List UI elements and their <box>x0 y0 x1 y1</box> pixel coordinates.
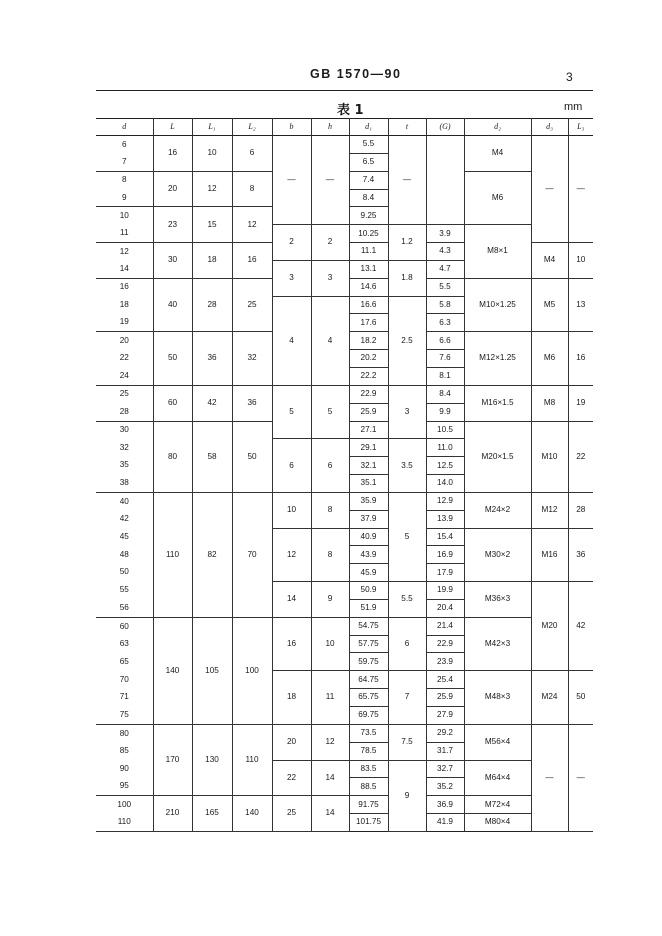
cell-d1: 16.6 <box>349 296 388 314</box>
cell-d3: — <box>531 136 568 243</box>
cell-d1: 37.9 <box>349 510 388 528</box>
cell-g: 25.4 <box>426 671 464 689</box>
cell-d1: 32.1 <box>349 457 388 475</box>
cell-g: 21.4 <box>426 617 464 635</box>
cell-l2: 12 <box>232 207 272 243</box>
column-header: t <box>388 119 426 136</box>
cell-l1: 12 <box>192 171 232 207</box>
cell-d-value: 90 <box>119 763 129 773</box>
cell-g: 12.9 <box>426 492 464 510</box>
cell-t: 9 <box>388 760 426 831</box>
cell-l3: 42 <box>568 582 593 671</box>
cell-l3: 16 <box>568 332 593 386</box>
cell-t: — <box>388 136 426 225</box>
cell-d-value: 19 <box>119 317 129 327</box>
cell-d1: 25.9 <box>349 403 388 421</box>
cell-g: 36.9 <box>426 796 464 814</box>
cell-d1: 101.75 <box>349 814 388 832</box>
cell-g: 22.9 <box>426 635 464 653</box>
cell-l2: 32 <box>232 332 272 386</box>
cell-l1: 28 <box>192 278 232 332</box>
cell-l1: 15 <box>192 207 232 243</box>
cell-l2: 36 <box>232 385 272 421</box>
cell-d-value: 95 <box>119 781 129 791</box>
cell-d-value: 42 <box>119 514 129 524</box>
cell-d1: 13.1 <box>349 260 388 278</box>
cell-l2: 50 <box>232 421 272 492</box>
cell-l1: 130 <box>192 724 232 795</box>
cell-g: 6.6 <box>426 332 464 350</box>
cell-l2: 6 <box>232 136 272 172</box>
cell-g: 3.9 <box>426 225 464 243</box>
cell-d3: M4 <box>531 243 568 279</box>
cell-d1: 35.9 <box>349 492 388 510</box>
cell-l2: 16 <box>232 243 272 279</box>
cell-d3: M10 <box>531 421 568 492</box>
cell-d-value: 11 <box>120 228 129 238</box>
cell-d-value: 14 <box>119 263 129 273</box>
column-header: b <box>272 119 311 136</box>
column-header: L₂ <box>232 119 272 136</box>
cell-g: 5.8 <box>426 296 464 314</box>
cell-h: 8 <box>311 528 349 582</box>
cell-d2: M12×1.25 <box>464 332 531 386</box>
cell-d-value: 32 <box>119 442 129 452</box>
cell-g: 4.7 <box>426 260 464 278</box>
cell-t: 2.5 <box>388 296 426 385</box>
cell-d1: 43.9 <box>349 546 388 564</box>
cell-d2: M80×4 <box>464 814 531 832</box>
cell-b: 3 <box>272 260 311 296</box>
cell-d2: M30×2 <box>464 528 531 582</box>
table-row <box>96 385 593 403</box>
cell-g: 13.9 <box>426 510 464 528</box>
cell-g: 19.9 <box>426 582 464 600</box>
cell-d2: M42×3 <box>464 617 531 671</box>
cell-d1: 22.2 <box>349 367 388 385</box>
cell-h: 14 <box>311 796 349 832</box>
cell-g: 4.3 <box>426 243 464 261</box>
cell-d1: 20.2 <box>349 350 388 368</box>
cell-d <box>96 724 153 795</box>
column-header: L₃ <box>568 119 593 136</box>
cell-d-value: 45 <box>119 531 129 541</box>
cell-d3: M24 <box>531 671 568 725</box>
cell-d-value: 9 <box>121 192 127 202</box>
cell-d-value: 85 <box>119 746 129 756</box>
cell-d <box>96 796 153 832</box>
cell-d2: M48×3 <box>464 671 531 725</box>
table-row <box>96 724 593 742</box>
cell-b: 18 <box>272 671 311 725</box>
cell-l1: 10 <box>192 136 232 172</box>
cell-l2: 110 <box>232 724 272 795</box>
cell-l3: 50 <box>568 671 593 725</box>
cell-b: 6 <box>272 439 311 493</box>
cell-h: 6 <box>311 439 349 493</box>
cell-l1: 105 <box>192 617 232 724</box>
cell-d <box>96 136 153 172</box>
cell-d2: M36×3 <box>464 582 531 618</box>
cell-d1: 35.1 <box>349 475 388 493</box>
cell-d-value: 100 <box>117 799 132 809</box>
cell-g: 29.2 <box>426 724 464 742</box>
cell-l: 30 <box>153 243 192 279</box>
cell-b: 12 <box>272 528 311 582</box>
cell-d1: 9.25 <box>349 207 388 225</box>
cell-d1: 83.5 <box>349 760 388 778</box>
cell-d1: 78.5 <box>349 742 388 760</box>
cell-d3: M8 <box>531 385 568 421</box>
cell-d-value: 28 <box>119 406 129 416</box>
cell-l1: 42 <box>192 385 232 421</box>
cell-d1: 6.5 <box>349 153 388 171</box>
cell-l: 23 <box>153 207 192 243</box>
column-header: h <box>311 119 349 136</box>
cell-g: 27.9 <box>426 707 464 725</box>
cell-d <box>96 421 153 492</box>
cell-g: 35.2 <box>426 778 464 796</box>
cell-h: 4 <box>311 296 349 385</box>
cell-d-value: 35 <box>119 460 129 470</box>
table-title: 表 1 <box>337 103 364 118</box>
table-row <box>96 617 593 635</box>
cell-l1: 58 <box>192 421 232 492</box>
cell-d1: 54.75 <box>349 617 388 635</box>
cell-l: 60 <box>153 385 192 421</box>
cell-d1: 8.4 <box>349 189 388 207</box>
cell-l: 16 <box>153 136 192 172</box>
cell-g: 15.4 <box>426 528 464 546</box>
cell-g: 41.9 <box>426 814 464 832</box>
cell-l2: 140 <box>232 796 272 832</box>
cell-d1: 64.75 <box>349 671 388 689</box>
cell-d-value: 63 <box>119 639 129 649</box>
cell-l1: 82 <box>192 492 232 617</box>
cell-d-value: 40 <box>119 496 129 506</box>
cell-d3: M16 <box>531 528 568 582</box>
cell-l2: 8 <box>232 171 272 207</box>
cell-d1: 59.75 <box>349 653 388 671</box>
column-header: L₁ <box>192 119 232 136</box>
cell-d <box>96 385 153 421</box>
cell-b: 4 <box>272 296 311 385</box>
cell-g: 23.9 <box>426 653 464 671</box>
cell-l3: 22 <box>568 421 593 492</box>
cell-d1: 73.5 <box>349 724 388 742</box>
cell-d-value: 71 <box>119 692 129 702</box>
cell-l3: 19 <box>568 385 593 421</box>
cell-d <box>96 171 153 207</box>
cell-d2: M56×4 <box>464 724 531 760</box>
cell-d1: 50.9 <box>349 582 388 600</box>
cell-d <box>96 492 153 617</box>
cell-d1: 88.5 <box>349 778 388 796</box>
cell-l: 170 <box>153 724 192 795</box>
cell-d-value: 50 <box>119 567 129 577</box>
cell-b: 16 <box>272 617 311 671</box>
cell-l: 210 <box>153 796 192 832</box>
cell-d1: 69.75 <box>349 707 388 725</box>
cell-d1: 27.1 <box>349 421 388 439</box>
cell-g: 6.3 <box>426 314 464 332</box>
cell-b: 22 <box>272 760 311 796</box>
cell-h: 5 <box>311 385 349 439</box>
cell-d-value: 110 <box>117 817 131 827</box>
column-header: d₁ <box>349 119 388 136</box>
cell-g: 20.4 <box>426 599 464 617</box>
cell-l2: 70 <box>232 492 272 617</box>
cell-d2: M10×1.25 <box>464 278 531 332</box>
cell-d3: — <box>531 724 568 831</box>
cell-d3: M6 <box>531 332 568 386</box>
cell-d2: M24×2 <box>464 492 531 528</box>
cell-d1: 10.25 <box>349 225 388 243</box>
cell-d-value: 70 <box>119 674 129 684</box>
cell-d-value: 30 <box>119 425 129 435</box>
cell-l3: — <box>568 136 593 243</box>
cell-d-value: 20 <box>119 335 129 345</box>
cell-g: 12.5 <box>426 457 464 475</box>
cell-l: 80 <box>153 421 192 492</box>
cell-d3: M5 <box>531 278 568 332</box>
cell-d1: 57.75 <box>349 635 388 653</box>
cell-l3: — <box>568 724 593 831</box>
cell-h: 14 <box>311 760 349 796</box>
standard-number: GB 1570—90 <box>310 67 402 81</box>
cell-t: 5.5 <box>388 582 426 618</box>
page-number: 3 <box>566 70 573 84</box>
cell-d1: 65.75 <box>349 689 388 707</box>
cell-g: 11.0 <box>426 439 464 457</box>
top-rule <box>96 90 593 91</box>
cell-d-value: 18 <box>119 299 129 309</box>
cell-d1: 18.2 <box>349 332 388 350</box>
cell-l3: 28 <box>568 492 593 528</box>
cell-l1: 36 <box>192 332 232 386</box>
cell-d-value: 65 <box>119 656 129 666</box>
cell-b: 25 <box>272 796 311 832</box>
cell-g: 25.9 <box>426 689 464 707</box>
cell-d1: 22.9 <box>349 385 388 403</box>
cell-d-value: 8 <box>121 175 127 185</box>
cell-g: 5.5 <box>426 278 464 296</box>
cell-b: 20 <box>272 724 311 760</box>
cell-l2: 100 <box>232 617 272 724</box>
cell-h: 10 <box>311 617 349 671</box>
cell-l1: 165 <box>192 796 232 832</box>
cell-l: 40 <box>153 278 192 332</box>
cell-b: 5 <box>272 385 311 439</box>
cell-g: 7.6 <box>426 350 464 368</box>
cell-t: 1.2 <box>388 225 426 261</box>
column-header: d₂ <box>464 119 531 136</box>
cell-h: 9 <box>311 582 349 618</box>
cell-d1: 17.6 <box>349 314 388 332</box>
cell-h: 2 <box>311 225 349 261</box>
cell-d-value: 25 <box>119 389 129 399</box>
cell-h: — <box>311 136 349 225</box>
cell-l: 110 <box>153 492 192 617</box>
cell-l: 140 <box>153 617 192 724</box>
cell-l3: 36 <box>568 528 593 582</box>
column-header: d₃ <box>531 119 568 136</box>
cell-l3: 13 <box>568 278 593 332</box>
cell-g: 17.9 <box>426 564 464 582</box>
cell-l: 50 <box>153 332 192 386</box>
cell-d-value: 60 <box>119 621 129 631</box>
cell-d <box>96 332 153 386</box>
cell-d1: 45.9 <box>349 564 388 582</box>
cell-d-value: 10 <box>119 210 129 220</box>
cell-b: 10 <box>272 492 311 528</box>
cell-d2: M72×4 <box>464 796 531 814</box>
cell-t: 3.5 <box>388 439 426 493</box>
cell-g: 10.5 <box>426 421 464 439</box>
cell-b: — <box>272 136 311 225</box>
dimension-table <box>96 118 593 832</box>
cell-d1: 29.1 <box>349 439 388 457</box>
cell-d2: M20×1.5 <box>464 421 531 492</box>
cell-d1: 7.4 <box>349 171 388 189</box>
cell-g: 31.7 <box>426 742 464 760</box>
column-header: d <box>96 119 153 136</box>
column-header: L <box>153 119 192 136</box>
table-unit: mm <box>564 101 583 113</box>
cell-d <box>96 243 153 279</box>
cell-d-value: 6 <box>121 139 127 149</box>
cell-d2: M64×4 <box>464 760 531 796</box>
cell-t: 1.8 <box>388 260 426 296</box>
cell-d1: 91.75 <box>349 796 388 814</box>
cell-d-value: 56 <box>119 602 129 612</box>
cell-d1: 51.9 <box>349 599 388 617</box>
cell-d-value: 22 <box>119 353 129 363</box>
column-header: (G) <box>426 119 464 136</box>
cell-d-value: 80 <box>119 728 129 738</box>
cell-d-value: 55 <box>119 585 129 595</box>
cell-g <box>426 136 464 225</box>
cell-t: 5 <box>388 492 426 581</box>
cell-d3: M20 <box>531 582 568 671</box>
cell-l1: 18 <box>192 243 232 279</box>
cell-g: 16.9 <box>426 546 464 564</box>
cell-d <box>96 207 153 243</box>
table-row <box>96 136 593 154</box>
cell-t: 6 <box>388 617 426 671</box>
cell-g: 14.0 <box>426 475 464 493</box>
cell-d1: 40.9 <box>349 528 388 546</box>
cell-d2: M8×1 <box>464 225 531 279</box>
cell-d <box>96 278 153 332</box>
table-row <box>96 492 593 510</box>
cell-l2: 25 <box>232 278 272 332</box>
cell-d-value: 48 <box>119 549 129 559</box>
cell-d2: M6 <box>464 171 531 225</box>
cell-h: 12 <box>311 724 349 760</box>
cell-l3: 10 <box>568 243 593 279</box>
cell-t: 3 <box>388 385 426 439</box>
table-row <box>96 796 593 814</box>
cell-t: 7.5 <box>388 724 426 760</box>
cell-d-value: 75 <box>119 709 129 719</box>
cell-d-value: 12 <box>119 246 129 256</box>
cell-g: 32.7 <box>426 760 464 778</box>
cell-d <box>96 617 153 724</box>
cell-d-value: 38 <box>119 477 129 487</box>
cell-d-value: 7 <box>121 156 127 166</box>
cell-h: 11 <box>311 671 349 725</box>
cell-d-value: 16 <box>119 282 129 292</box>
cell-d-value: 24 <box>119 370 129 380</box>
cell-g: 9.9 <box>426 403 464 421</box>
cell-d2: M4 <box>464 136 531 172</box>
cell-d1: 11.1 <box>349 243 388 261</box>
cell-g: 8.4 <box>426 385 464 403</box>
cell-b: 2 <box>272 225 311 261</box>
cell-h: 8 <box>311 492 349 528</box>
cell-g: 8.1 <box>426 367 464 385</box>
cell-d1: 14.6 <box>349 278 388 296</box>
cell-l: 20 <box>153 171 192 207</box>
cell-t: 7 <box>388 671 426 725</box>
cell-d3: M12 <box>531 492 568 528</box>
cell-d1: 5.5 <box>349 136 388 154</box>
cell-h: 3 <box>311 260 349 296</box>
cell-b: 14 <box>272 582 311 618</box>
cell-d2: M16×1.5 <box>464 385 531 421</box>
